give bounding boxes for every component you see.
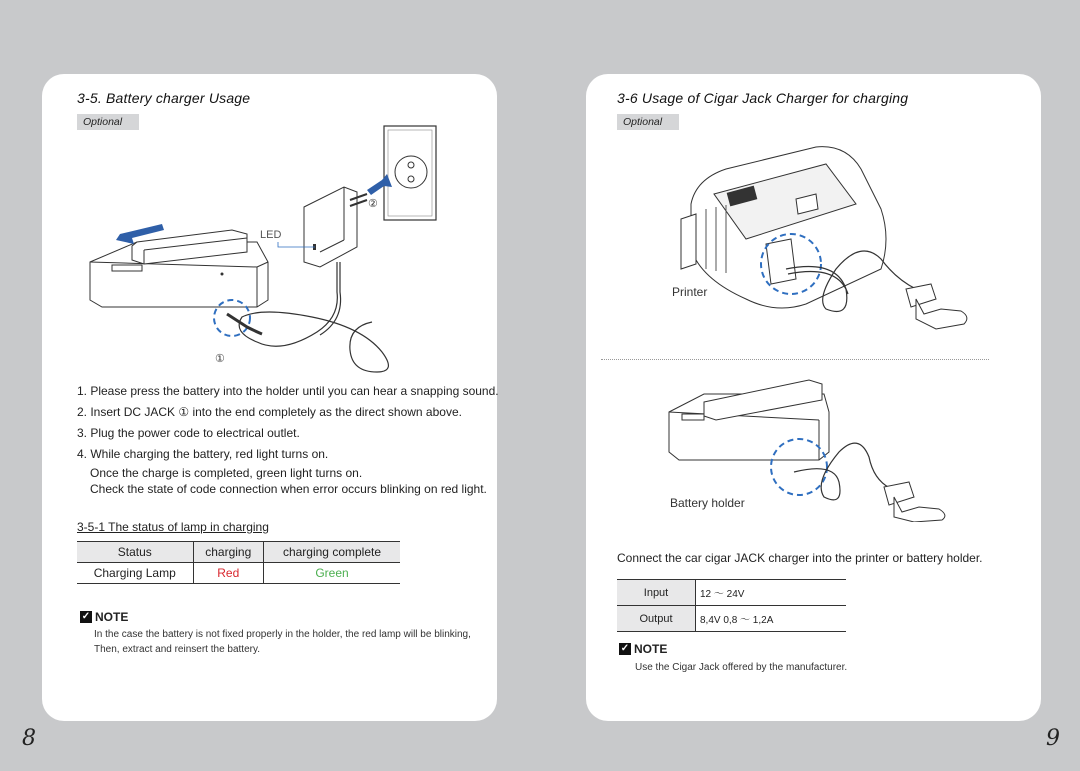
table-cell-red: Red	[193, 563, 263, 584]
table-header: Input	[617, 580, 696, 606]
step-4: 4. While charging the battery, red light turns on.	[77, 447, 329, 461]
right-page-card	[586, 74, 1041, 721]
section-divider	[601, 359, 989, 360]
step-3: 3. Plug the power code to electrical outlet.	[77, 426, 300, 440]
cigar-jack-icon	[906, 284, 967, 329]
marker-2: ②	[368, 198, 378, 210]
table-header: Status	[77, 542, 193, 563]
printer-caption: Printer	[672, 285, 708, 299]
step-4-sub-2: Check the state of code connection when error occurs blinking on red light.	[90, 482, 487, 496]
checkmark-icon: ✓	[620, 643, 630, 654]
page-number-left: 8	[22, 726, 36, 751]
table-row	[617, 580, 846, 606]
led-label: LED	[260, 229, 282, 241]
note-text: Use the Cigar Jack offered by the manufacturer.	[635, 662, 848, 673]
printer-illustration	[666, 139, 976, 339]
checkmark-icon: ✓	[81, 611, 91, 622]
connect-instruction: Connect the car cigar JACK charger into the printer or battery holder.	[617, 551, 983, 565]
cigar-jack-icon	[884, 482, 945, 522]
table-row	[617, 606, 846, 632]
optional-badge: Optional	[617, 114, 679, 130]
table-header: charging	[193, 542, 263, 563]
battery-holder-caption: Battery holder	[670, 496, 745, 510]
instruction-list	[77, 381, 499, 497]
table-header: charging complete	[263, 542, 400, 563]
lamp-status-table	[77, 541, 400, 584]
note-label: ✓ NOTE	[81, 610, 129, 624]
step-2: 2. Insert DC JACK ① into the end completely as the direct shown above.	[77, 405, 462, 419]
marker-1: ①	[215, 353, 225, 365]
table-header-row	[77, 542, 400, 563]
step-4-sub-1: Once the charge is completed, green light turns on.	[90, 466, 363, 480]
table-cell: 12 ～ 24V	[696, 580, 847, 606]
optional-badge: Optional	[77, 114, 139, 130]
printer-icon	[681, 147, 886, 308]
charger-illustration	[82, 122, 452, 377]
table-header: Output	[617, 606, 696, 632]
table-cell: Charging Lamp	[77, 563, 193, 584]
step-1: 1. Please press the battery into the holder until you can hear a snapping sound.	[77, 384, 499, 398]
status-subheading: 3-5-1 The status of lamp in charging	[77, 520, 269, 534]
table-cell-green: Green	[263, 563, 400, 584]
left-page-card	[42, 74, 497, 721]
wall-outlet-icon	[384, 126, 436, 220]
battery-holder-icon	[669, 380, 829, 460]
table-cell: 8,4V 0,8 ～ 1,2A	[696, 606, 847, 632]
page-number-right: 9	[1046, 726, 1060, 751]
section-heading: 3-5. Battery charger Usage	[77, 90, 251, 106]
input-output-table	[617, 579, 846, 632]
adapter-icon	[304, 187, 367, 267]
table-row	[77, 563, 400, 584]
note-label: ✓ NOTE	[620, 642, 668, 656]
note-text: In the case the battery is not fixed properly in the holder, the red lamp will be blinking, Then, extract and reinsert the battery.	[94, 629, 471, 655]
section-heading: 3-6 Usage of Cigar Jack Charger for charging	[617, 90, 909, 106]
